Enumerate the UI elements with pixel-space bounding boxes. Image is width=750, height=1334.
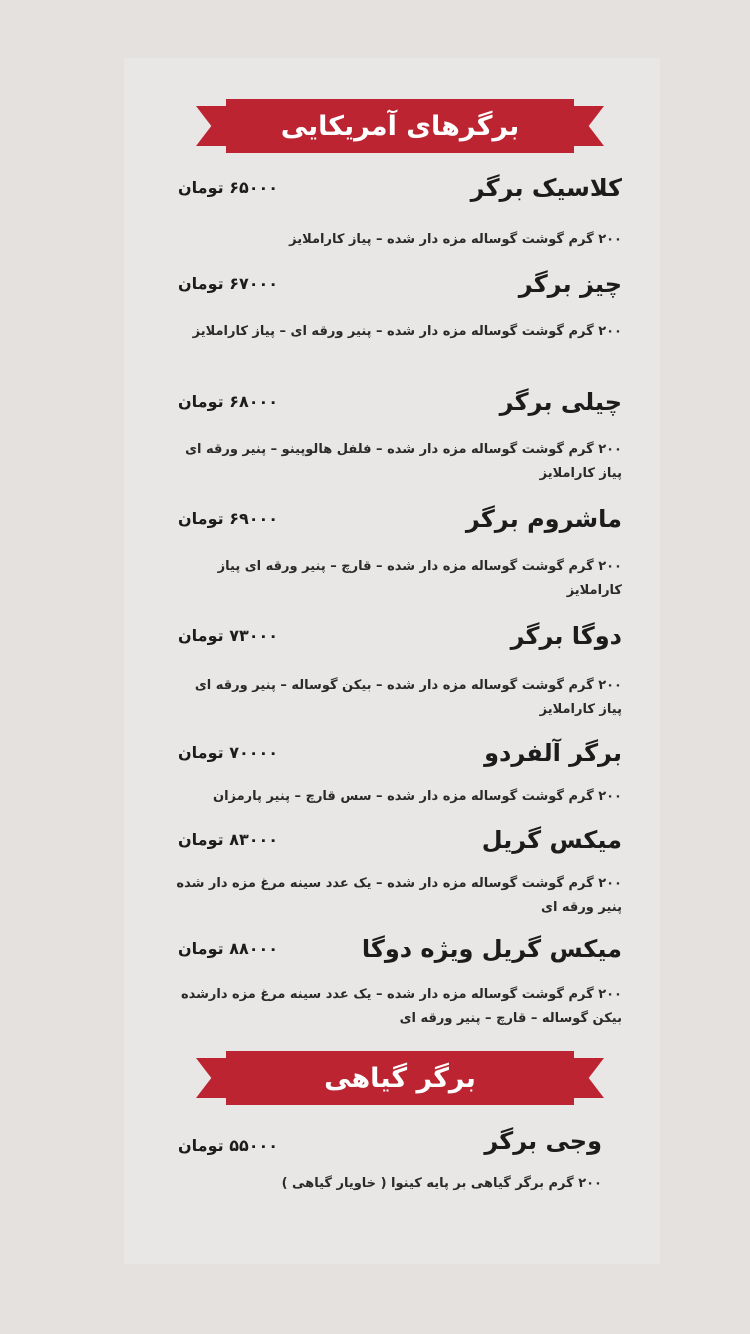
item-name-mix-grill-doga-special: میکس گریل ویژه دوگا [361,935,622,963]
section-title: برگر گیاهی [226,1051,574,1105]
section-banner-veggie-burger [196,1051,604,1105]
section-banner-american-burgers [196,99,604,153]
item-name-mix-grill: میکس گریل [481,826,622,854]
item-price-cheese-burger: ۶۷۰۰۰ تومان [178,274,279,293]
item-price-chili-burger: ۶۸۰۰۰ تومان [178,392,279,411]
item-desc-cheese-burger: ۲۰۰ گرم گوشت گوساله مزه دار شده – پنیر ورقه ای – پیاز کاراملایز [192,324,622,339]
item-price-alfredo-burger: ۷۰۰۰۰ تومان [178,743,279,762]
item-desc-alfredo-burger: ۲۰۰ گرم گوشت گوساله مزه دار شده – سس قارچ – پنیر پارمزان [212,789,622,804]
item-name-doga-burger: دوگا برگر [510,622,622,650]
item-name-classic-burger: کلاسیک برگر [470,174,622,202]
item-desc-doga-burger: ۲۰۰ گرم گوشت گوساله مزه دار شده – بیکن گوساله – پنیر ورقه ای پیاز کاراملایز [194,678,622,717]
item-name-mushroom-burger: ماشروم برگر [465,505,622,533]
item-desc-veggie-burger: ۲۰۰ گرم برگر گیاهی بر پایه کینوا ( خاویار گیاهی ) [281,1176,602,1191]
ribbon-tail-left [196,106,230,146]
ribbon-tail-left [196,1058,230,1098]
item-price-veggie-burger: ۵۵۰۰۰ تومان [178,1136,279,1155]
item-price-mix-grill-doga-special: ۸۸۰۰۰ تومان [178,939,279,958]
item-price-mix-grill: ۸۳۰۰۰ تومان [178,830,279,849]
item-price-classic-burger: ۶۵۰۰۰ تومان [178,178,279,197]
item-name-cheese-burger: چیز برگر [518,270,622,298]
ribbon-tail-right [570,106,604,146]
item-name-veggie-burger: وجی برگر [484,1127,602,1155]
item-desc-chili-burger: ۲۰۰ گرم گوشت گوساله مزه دار شده – فلفل هالوپینو – پنیر ورقه ای پیاز کاراملایز [185,442,622,481]
section-title: برگرهای آمریکایی [226,99,574,153]
item-name-alfredo-burger: برگر آلفردو [484,739,622,767]
ribbon-tail-right [570,1058,604,1098]
item-desc-mix-grill-doga-special: ۲۰۰ گرم گوشت گوساله مزه دار شده – یک عدد سینه مرغ مزه دارشده بیکن گوساله – قارچ – پنیر ورقه ای [180,987,622,1026]
item-desc-mushroom-burger: ۲۰۰ گرم گوشت گوساله مزه دار شده – قارچ – پنیر ورقه ای پیاز کاراملایز [217,559,622,598]
item-price-mushroom-burger: ۶۹۰۰۰ تومان [178,509,279,528]
item-price-doga-burger: ۷۳۰۰۰ تومان [178,626,279,645]
item-desc-mix-grill: ۲۰۰ گرم گوشت گوساله مزه دار شده – یک عدد سینه مرغ مزه دار شده پنیر ورقه ای [176,876,622,915]
item-desc-classic-burger: ۲۰۰ گرم گوشت گوساله مزه دار شده – پیاز کاراملایز [289,232,622,247]
item-name-chili-burger: چیلی برگر [499,388,622,416]
